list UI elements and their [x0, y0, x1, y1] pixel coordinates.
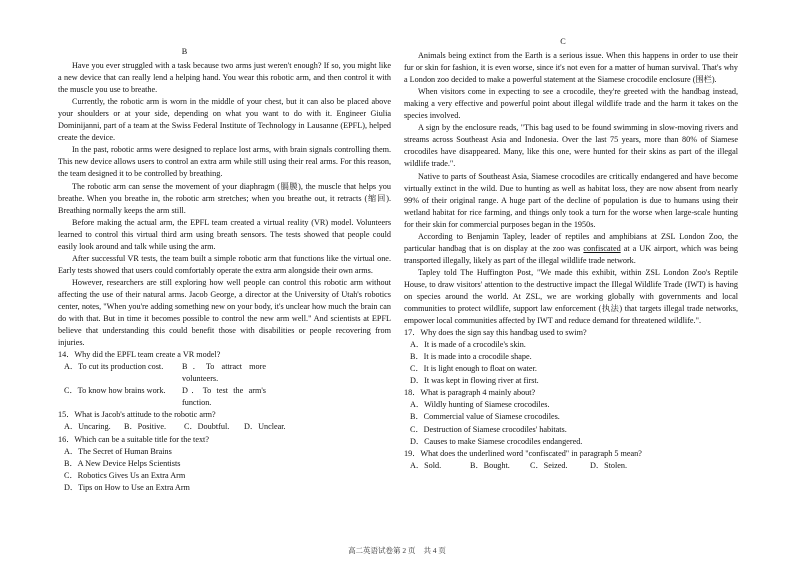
- question-option: D．To test the arm's function.: [182, 386, 266, 408]
- passage-c-paragraph: A sign by the enclosure reads, "This bag used to be found swimming in slow-moving rivers and streams across Southeast Asia and Indonesia. Over the last 75 years, more than 80% of Siamese crocodiles have disappeared. Many, like this one, were hunted for their skins as part of the illegal wildlife trade.".: [404, 123, 738, 169]
- question-17-stem: 17．Why does the sign say this handbag used to swim?: [404, 328, 587, 338]
- footer-total-pages: 共 4 页: [423, 546, 446, 555]
- question-option: A．Wildly hunting of Siamese crocodiles.: [410, 400, 550, 410]
- passage-b-paragraph: Currently, the robotic arm is worn in the middle of your chest, but it can also be placed above your shoulders or at your side, depending on what you want to do with it. Engineer Giulia Dominijanni, part of a team at the Swiss Federal Institute of Technology in Lausanne (EPFL), helped create the device.: [58, 97, 391, 143]
- question-option: A．Uncaring.: [64, 422, 111, 432]
- underlined-word-confiscated: confiscated: [583, 243, 621, 253]
- question-18-stem: 18．What is paragraph 4 mainly about?: [404, 388, 536, 398]
- passage-c: [404, 37, 739, 472]
- passage-c-paragraph: When visitors come in expecting to see a crocodile, they're greeted with the handbag instead, making a very effective and powerful point about illegal wildlife trade and the harm it takes on the species involved.: [404, 87, 738, 121]
- passage-c-paragraph: Native to parts of Southeast Asia, Siamese crocodiles are critically endangered and have become virtually extinct in the wild. Due to hunting as well as habitat loss, they are now absent from nearly 99% of their original range. A huge part of the decline of population is due to humans using their wetland habitat for rice farming, and things only took a turn for the worse when large-scale hunting for their skin for commercial purposes began in the 1950s.: [404, 171, 738, 229]
- question-14-options-row: [58, 361, 391, 385]
- question-option: A．To cut its production cost.: [64, 362, 164, 372]
- question-option: D．Causes to make Siamese crocodiles endangered.: [410, 436, 583, 446]
- passage-b-paragraph: In the past, robotic arms were designed to replace lost arms, with brain signals controlling them. This new device allows users to control an extra arm while still using their real arms. For this reason, the team designed it to be controlled by breathing.: [58, 145, 391, 179]
- question-15-options-row: [58, 421, 391, 433]
- question-15-stem: 15．What is Jacob's attitude to the robotic arm?: [58, 410, 216, 420]
- question-option: D．Stolen.: [590, 460, 628, 470]
- question-option: A．It is made of a crocodile's skin.: [410, 340, 526, 350]
- page-footer: [0, 545, 794, 556]
- question-option: C．Destruction of Siamese crocodiles' habitats.: [410, 424, 567, 434]
- passage-c-paragraph-5: [404, 231, 738, 267]
- question-19-stem: 19．What does the underlined word "confiscated" in paragraph 5 mean?: [404, 448, 642, 458]
- question-option: D．Unclear.: [244, 422, 286, 432]
- question-option: D．Tips on How to Use an Extra Arm: [64, 482, 190, 492]
- question-option: C．Robotics Gives Us an Extra Arm: [64, 470, 186, 480]
- question-option: B．It is made into a crocodile shape.: [410, 352, 532, 362]
- question-16-stem: 16．Which can be a suitable title for the text?: [58, 434, 209, 444]
- passage-c-paragraph: Tapley told The Huffington Post, "We made this exhibit, within ZSL London Zoo's Reptile House, to draw visitors' attention to the destructive impact the Illegal Wildlife Trade (IWT) is having on species around the world. At ZSL, we are working globally with governments and local communities to protect wildlife, support law enforcement (执法) that targets illegal trade networks, empower local communities affected by IWT and reduce demand for threatened wildlife.".: [404, 267, 738, 326]
- question-option: C．Doubtful.: [184, 422, 230, 432]
- paragraph-5-text-before: According to Benjamin Tapley, leader of reptiles and amphibians at ZSL London Zoo, the particular handbag that is on display at the zoo was: [404, 231, 738, 253]
- question-option: B．A New Device Helps Scientists: [64, 458, 181, 468]
- paragraph-5-text-after: at a UK airport, which was being transported illegally, likely as part of the illegal wildlife trade network.: [404, 243, 739, 265]
- passage-c-title: C: [560, 37, 566, 46]
- question-19-options-row: [404, 460, 738, 472]
- question-option: C．It is light enough to float on water.: [410, 364, 537, 374]
- passage-b: [58, 46, 391, 494]
- question-option: B．To attract more volunteers.: [182, 362, 266, 384]
- passage-b-paragraph: Have you ever struggled with a task because two arms just weren't enough? If so, you might like a new device that can really lend a helping hand. You wear this robotic arm, and then control it with the muscle you use to breathe.: [58, 61, 391, 95]
- passage-c-paragraph: Animals being extinct from the Earth is a serious issue. When this happens in order to use their fur or skin for fashion, it is even worse, since it's not even for a matter of human survival. That's why a London zoo decided to make a powerful statement at the Siamese crocodile enclosure (围栏).: [404, 51, 738, 85]
- passage-b-paragraph: Before making the actual arm, the EPFL team created a virtual reality (VR) model. Volunteers learned to control this virtual third arm using breath sensors. The tests showed that people could easily look around and talk while using the arm.: [58, 217, 391, 251]
- question-14-stem: 14．Why did the EPFL team create a VR model?: [58, 350, 221, 360]
- question-14-options-row: [58, 385, 391, 409]
- question-option: A．Sold.: [410, 460, 442, 470]
- question-option: C．Seized.: [530, 460, 568, 470]
- question-option: C．To know how brains work.: [64, 386, 166, 396]
- footer-page-number: 高二英语试卷第 2 页: [348, 546, 416, 555]
- passage-b-title: B: [181, 47, 188, 56]
- passage-b-paragraph: After successful VR tests, the team built a simple robotic arm that functions like the virtual one. Early tests showed that users could comfortably operate the extra arm alongside their own arms.: [58, 253, 391, 275]
- question-option: B．Positive.: [124, 422, 167, 432]
- passage-b-paragraph: The robotic arm can sense the movement of your diaphragm (膈膜), the muscle that helps you breathe. When you breathe in, the robotic arm stretches; when you breathe out, it retracts (缩回). Breathing normally keeps the arm still.: [58, 181, 391, 215]
- question-option: D．It was kept in flowing river at first.: [410, 376, 539, 386]
- question-option: A．The Secret of Human Brains: [64, 446, 172, 456]
- passage-b-paragraph: However, researchers are still exploring how well people can control this robotic arm without affecting the use of their natural arms. Jacob George, a director at the University of Utah's robotics center, notes, "When you're adding something new on your body, it's unclear how much the brain can do with that. But in time it becomes possible to control the new arm well." And scientists at EPFL believe that understanding this could benefit those with disabilities or people recovering from injuries.: [58, 277, 391, 348]
- question-option: B．Bought.: [470, 460, 510, 470]
- question-option: B．Commercial value of Siamese crocodiles.: [410, 412, 560, 422]
